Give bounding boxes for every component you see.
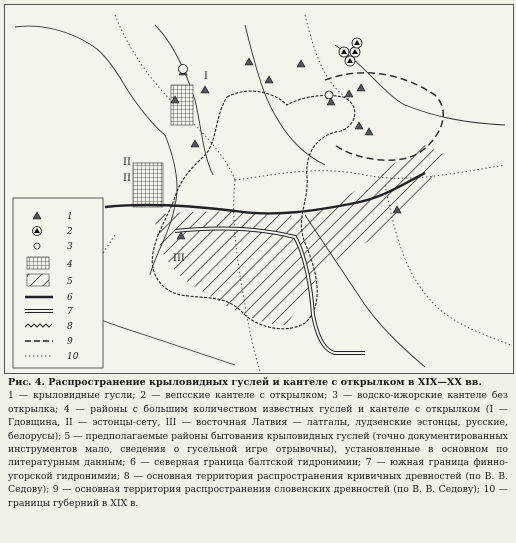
legend-label-5: 5	[67, 277, 73, 287]
legend-label-2: 2	[67, 227, 73, 237]
figure-caption	[8, 376, 508, 541]
legend-label-6: 6	[67, 293, 73, 303]
legend-label-1: 1	[67, 212, 73, 222]
legend-hatch-swatch	[27, 274, 49, 286]
caption-body: 1 — крыловидные гусли; 2 — вепсские кантеле с открылком; 3 — водско-ижорские кантеле без открылка; 4 — районы с большим количеством известных гуслей и кантеле с открылком (I — Гдовщина, II — эстонцы-сету, III — восточная Латвия — латгалы, лудзенские эстонцы, русские, белорусы); 5 — предполагаемые районы бытования крыловидных гуслей (точно документированных инструментов мало, сведения о гусельной игре отрывочны), установленные в основном по литературным данным; 6 — северная граница балтской гидронимии; 7 — южная граница финно-угорской гидронимии; 8 — основная территория распространения кривичных древностей (по В. В. Седову); 9 — основная территория распространения словенских древностей (по В. В. Седову); 10 — границы губерний в XIX в.	[8, 390, 508, 509]
distribution-map	[4, 4, 514, 374]
legend-label-8: 8	[67, 322, 73, 332]
grid-areas	[133, 85, 193, 207]
region-label-I: I	[204, 71, 208, 82]
region-label-II: II	[123, 157, 131, 168]
legend-label-10: 10	[67, 352, 79, 362]
map-svg	[5, 5, 513, 373]
caption-title: Рис. 4. Распространение крыловидных гуслей и кантеле с открылком в XIX—XX вв.	[8, 377, 482, 388]
region-label-II-b: II	[123, 173, 131, 184]
legend-grid-swatch	[27, 257, 49, 269]
region-label-III: III	[173, 253, 185, 264]
legend-label-7: 7	[67, 307, 73, 317]
legend-circle-icon	[34, 243, 40, 249]
legend	[13, 198, 103, 368]
hatched-area-5	[155, 145, 445, 325]
legend-label-9: 9	[67, 337, 73, 347]
legend-label-3: 3	[67, 242, 73, 252]
legend-label-4: 4	[67, 260, 73, 270]
